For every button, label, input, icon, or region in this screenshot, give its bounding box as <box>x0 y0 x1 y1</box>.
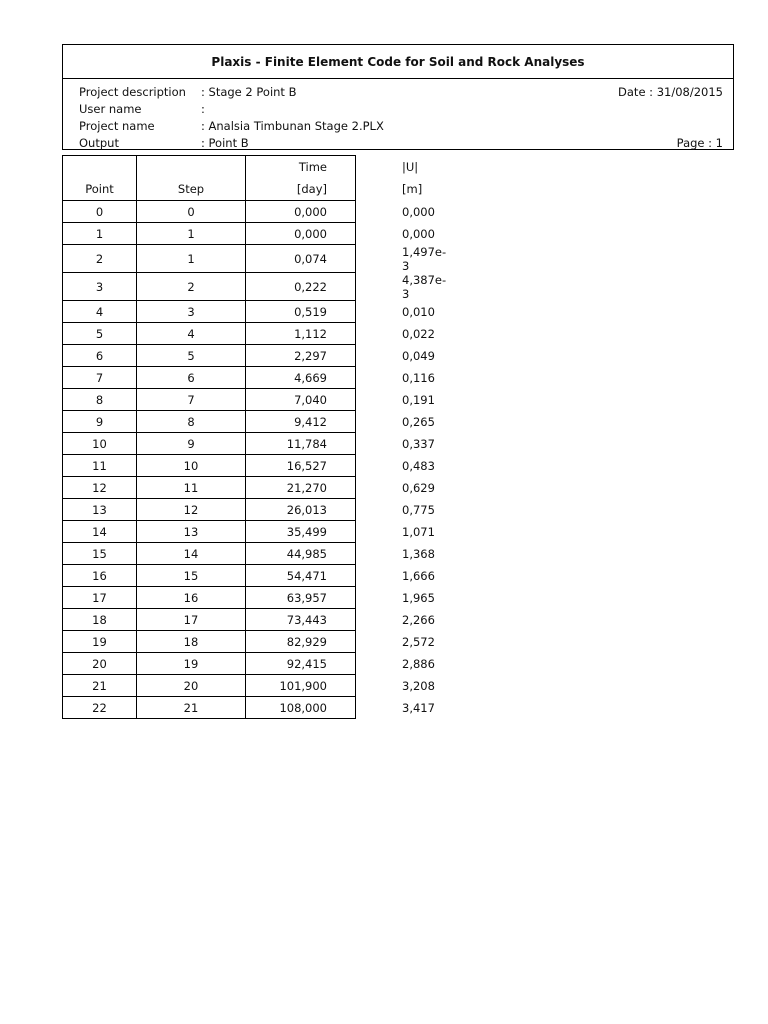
meta-row-project-name <box>79 118 723 135</box>
report-title: Plaxis - Finite Element Code for Soil and Rock Analyses <box>63 45 733 79</box>
meta-row-user-name <box>79 101 723 118</box>
point-header: Point <box>63 178 137 201</box>
step-cell: 10 <box>137 455 246 477</box>
table-row <box>63 653 447 675</box>
table-row <box>63 609 447 631</box>
displacement-cell: 1,368 <box>402 546 435 561</box>
table-row <box>63 223 447 245</box>
point-cell: 22 <box>63 697 137 719</box>
displacement-cell: 0,191 <box>402 392 435 407</box>
step-cell: 16 <box>137 587 246 609</box>
table-row <box>63 433 447 455</box>
table-row <box>63 477 447 499</box>
table-row <box>63 521 447 543</box>
displacement-cell: 3,208 <box>402 678 435 693</box>
displacement-cell: 0,010 <box>402 304 435 319</box>
point-cell: 6 <box>63 345 137 367</box>
displacement-header: |U| <box>402 159 419 174</box>
meta-row-project-description <box>79 84 723 101</box>
step-cell: 3 <box>137 301 246 323</box>
table-row <box>63 587 447 609</box>
point-cell: 11 <box>63 455 137 477</box>
point-cell: 13 <box>63 499 137 521</box>
time-cell: 35,499 <box>246 521 356 543</box>
point-cell: 5 <box>63 323 137 345</box>
table-row <box>63 345 447 367</box>
project-description-value: : Stage 2 Point B <box>201 85 297 99</box>
point-cell: 15 <box>63 543 137 565</box>
time-cell: 11,784 <box>246 433 356 455</box>
project-description-label: Project description <box>79 85 186 99</box>
results-table <box>62 155 447 719</box>
project-name-value: : Analsia Timbunan Stage 2.PLX <box>201 119 384 133</box>
displacement-cell: 4,387e-3 <box>402 272 447 301</box>
table-row <box>63 301 447 323</box>
time-cell: 54,471 <box>246 565 356 587</box>
step-cell: 2 <box>137 273 246 301</box>
point-cell: 3 <box>63 273 137 301</box>
displacement-cell: 1,965 <box>402 590 435 605</box>
displacement-cell: 0,483 <box>402 458 435 473</box>
displacement-cell: 0,000 <box>402 204 435 219</box>
table-row <box>63 543 447 565</box>
point-cell: 17 <box>63 587 137 609</box>
user-name-value: : <box>201 102 205 116</box>
time-cell: 73,443 <box>246 609 356 631</box>
point-cell: 10 <box>63 433 137 455</box>
time-cell: 44,985 <box>246 543 356 565</box>
step-cell: 0 <box>137 201 246 223</box>
displacement-cell: 0,337 <box>402 436 435 451</box>
displacement-cell: 0,775 <box>402 502 435 517</box>
time-cell: 7,040 <box>246 389 356 411</box>
point-cell: 14 <box>63 521 137 543</box>
time-unit-header: [day] <box>246 178 356 201</box>
step-cell: 11 <box>137 477 246 499</box>
step-cell: 6 <box>137 367 246 389</box>
table-row <box>63 697 447 719</box>
report-date: Date : 31/08/2015 <box>618 85 723 99</box>
point-cell: 19 <box>63 631 137 653</box>
displacement-cell: 2,266 <box>402 612 435 627</box>
displacement-cell: 2,572 <box>402 634 435 649</box>
time-header: Time <box>246 156 356 179</box>
table-row <box>63 675 447 697</box>
point-header-top <box>63 156 137 179</box>
displacement-cell: 2,886 <box>402 656 435 671</box>
time-cell: 0,222 <box>246 273 356 301</box>
time-cell: 26,013 <box>246 499 356 521</box>
time-cell: 4,669 <box>246 367 356 389</box>
step-cell: 1 <box>137 245 246 273</box>
time-cell: 1,112 <box>246 323 356 345</box>
step-cell: 13 <box>137 521 246 543</box>
step-cell: 21 <box>137 697 246 719</box>
point-cell: 12 <box>63 477 137 499</box>
table-row <box>63 201 447 223</box>
output-value: : Point B <box>201 136 249 150</box>
time-cell: 82,929 <box>246 631 356 653</box>
displacement-cell: 0,265 <box>402 414 435 429</box>
time-cell: 0,074 <box>246 245 356 273</box>
output-label: Output <box>79 136 119 150</box>
step-cell: 7 <box>137 389 246 411</box>
step-header: Step <box>137 178 246 201</box>
table-row <box>63 367 447 389</box>
table-row <box>63 455 447 477</box>
table-row <box>63 411 447 433</box>
time-cell: 16,527 <box>246 455 356 477</box>
point-cell: 20 <box>63 653 137 675</box>
table-row <box>63 565 447 587</box>
displacement-cell: 0,116 <box>402 370 435 385</box>
user-name-label: User name <box>79 102 142 116</box>
point-cell: 8 <box>63 389 137 411</box>
table-row <box>63 323 447 345</box>
time-cell: 21,270 <box>246 477 356 499</box>
step-cell: 14 <box>137 543 246 565</box>
displacement-cell: 0,000 <box>402 226 435 241</box>
step-cell: 19 <box>137 653 246 675</box>
point-cell: 18 <box>63 609 137 631</box>
step-cell: 20 <box>137 675 246 697</box>
header-row-top <box>63 156 447 179</box>
time-cell: 108,000 <box>246 697 356 719</box>
table-row <box>63 273 447 301</box>
displacement-unit-header: [m] <box>402 182 423 197</box>
step-cell: 18 <box>137 631 246 653</box>
point-cell: 9 <box>63 411 137 433</box>
step-cell: 5 <box>137 345 246 367</box>
displacement-cell: 3,417 <box>402 700 435 715</box>
point-cell: 1 <box>63 223 137 245</box>
time-cell: 63,957 <box>246 587 356 609</box>
table-row <box>63 631 447 653</box>
meta-row-output <box>79 135 723 152</box>
step-cell: 9 <box>137 433 246 455</box>
results-table-body <box>63 201 447 719</box>
step-cell: 15 <box>137 565 246 587</box>
displacement-cell: 0,049 <box>402 348 435 363</box>
point-cell: 21 <box>63 675 137 697</box>
header-row-bottom <box>63 178 447 201</box>
report-header <box>62 44 734 150</box>
displacement-cell: 1,497e-3 <box>402 244 447 273</box>
point-cell: 2 <box>63 245 137 273</box>
time-cell: 0,000 <box>246 201 356 223</box>
time-cell: 101,900 <box>246 675 356 697</box>
step-cell: 8 <box>137 411 246 433</box>
table-row <box>63 499 447 521</box>
time-cell: 0,000 <box>246 223 356 245</box>
point-cell: 4 <box>63 301 137 323</box>
page-number: Page : 1 <box>676 136 723 150</box>
displacement-cell: 1,071 <box>402 524 435 539</box>
displacement-cell: 0,022 <box>402 326 435 341</box>
time-cell: 2,297 <box>246 345 356 367</box>
step-header-top <box>137 156 246 179</box>
step-cell: 4 <box>137 323 246 345</box>
point-cell: 7 <box>63 367 137 389</box>
step-cell: 1 <box>137 223 246 245</box>
table-row <box>63 389 447 411</box>
step-cell: 17 <box>137 609 246 631</box>
point-cell: 0 <box>63 201 137 223</box>
time-cell: 92,415 <box>246 653 356 675</box>
displacement-cell: 0,629 <box>402 480 435 495</box>
step-cell: 12 <box>137 499 246 521</box>
point-cell: 16 <box>63 565 137 587</box>
project-name-label: Project name <box>79 119 155 133</box>
time-cell: 9,412 <box>246 411 356 433</box>
time-cell: 0,519 <box>246 301 356 323</box>
displacement-cell: 1,666 <box>402 568 435 583</box>
table-row <box>63 245 447 273</box>
results-table-header <box>63 156 447 201</box>
